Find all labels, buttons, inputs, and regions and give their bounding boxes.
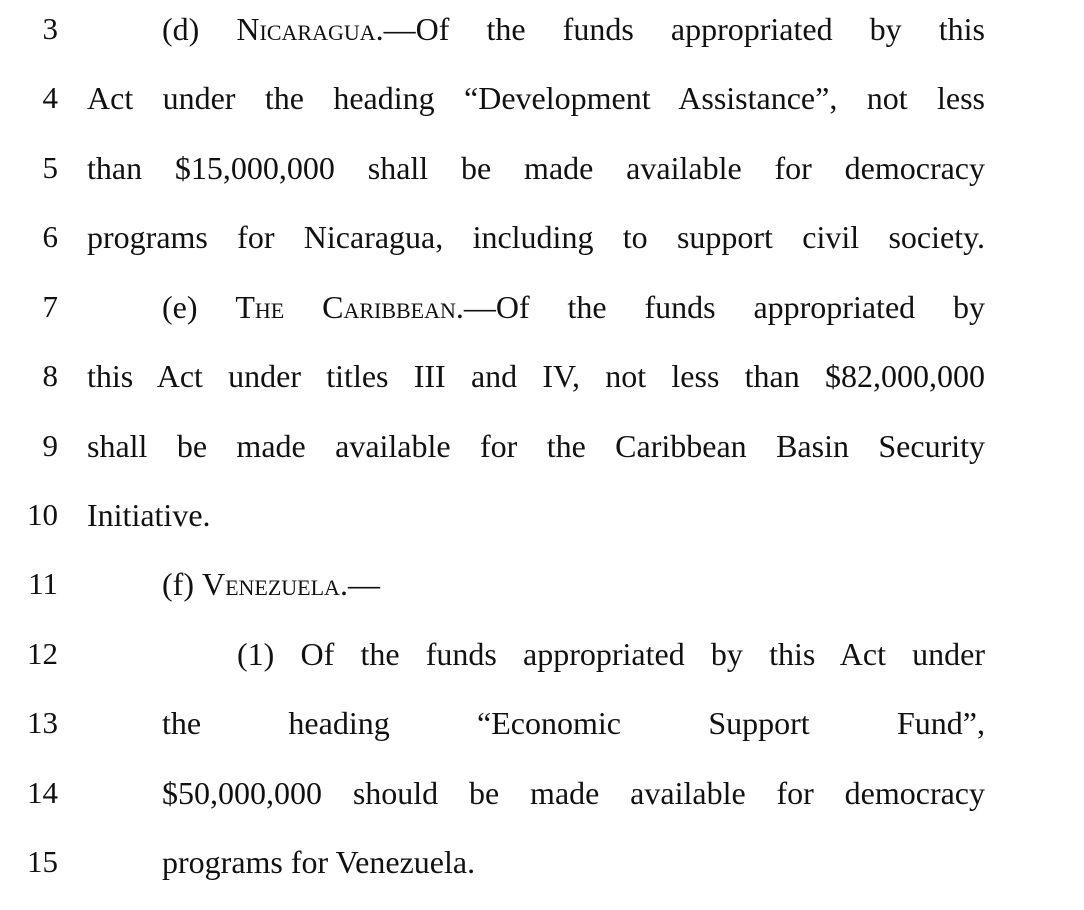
line-text: the heading “Economic Support Fund”, bbox=[162, 705, 985, 741]
line-number: 3 bbox=[42, 11, 58, 46]
line-continuation: .— bbox=[339, 566, 380, 602]
line-number: 11 bbox=[28, 566, 58, 601]
line-number: 8 bbox=[42, 358, 58, 393]
line-text: programs for Nicaragua, including to support civil society. bbox=[87, 219, 985, 255]
line-text bbox=[162, 561, 985, 607]
line-number: 10 bbox=[27, 497, 58, 532]
line-number: 14 bbox=[27, 775, 58, 810]
line-4 bbox=[0, 75, 1084, 121]
subsection-marker: (e) bbox=[162, 289, 236, 325]
line-number: 4 bbox=[42, 80, 58, 115]
line-continuation: .—Of the funds appropriated by this bbox=[375, 11, 986, 47]
line-number: 7 bbox=[42, 289, 58, 324]
line-number: 13 bbox=[27, 705, 58, 740]
line-text: programs for Venezuela. bbox=[162, 844, 476, 880]
line-8 bbox=[0, 353, 1084, 399]
line-7 bbox=[0, 284, 1084, 330]
line-10 bbox=[0, 492, 1084, 538]
line-continuation: .—Of the funds appropriated by bbox=[455, 289, 986, 325]
line-5 bbox=[0, 145, 1084, 191]
line-text: (1) Of the funds appropriated by this Act under bbox=[237, 636, 985, 672]
subsection-heading: The Caribbean bbox=[235, 289, 456, 325]
line-number: 5 bbox=[42, 150, 58, 185]
line-3 bbox=[0, 6, 1084, 52]
line-9 bbox=[0, 423, 1084, 469]
line-text: $50,000,000 should be made available for democracy bbox=[162, 775, 985, 811]
line-11 bbox=[0, 561, 1084, 607]
line-number: 6 bbox=[42, 219, 58, 254]
line-text: than $15,000,000 shall be made available for democracy bbox=[87, 150, 985, 186]
line-number: 12 bbox=[27, 636, 58, 671]
line-text: Initiative. bbox=[87, 497, 211, 533]
line-text: this Act under titles III and IV, not less than $82,000,000 bbox=[87, 358, 985, 394]
subsection-heading: Nicaragua bbox=[236, 11, 376, 47]
line-text: shall be made available for the Caribbean Basin Security bbox=[87, 428, 985, 464]
line-text bbox=[162, 284, 985, 330]
subsection-marker: (f) bbox=[162, 566, 202, 602]
subsection-marker: (d) bbox=[162, 11, 237, 47]
line-13 bbox=[0, 700, 1084, 746]
subsection-heading: Venezuela bbox=[201, 566, 340, 602]
line-14 bbox=[0, 770, 1084, 816]
line-text bbox=[162, 6, 985, 52]
line-number: 15 bbox=[27, 844, 58, 879]
line-12 bbox=[0, 631, 1084, 677]
line-number: 9 bbox=[42, 428, 58, 463]
line-15 bbox=[0, 839, 1084, 885]
line-text: Act under the heading “Development Assistance”, not less bbox=[87, 80, 985, 116]
line-6 bbox=[0, 214, 1084, 260]
